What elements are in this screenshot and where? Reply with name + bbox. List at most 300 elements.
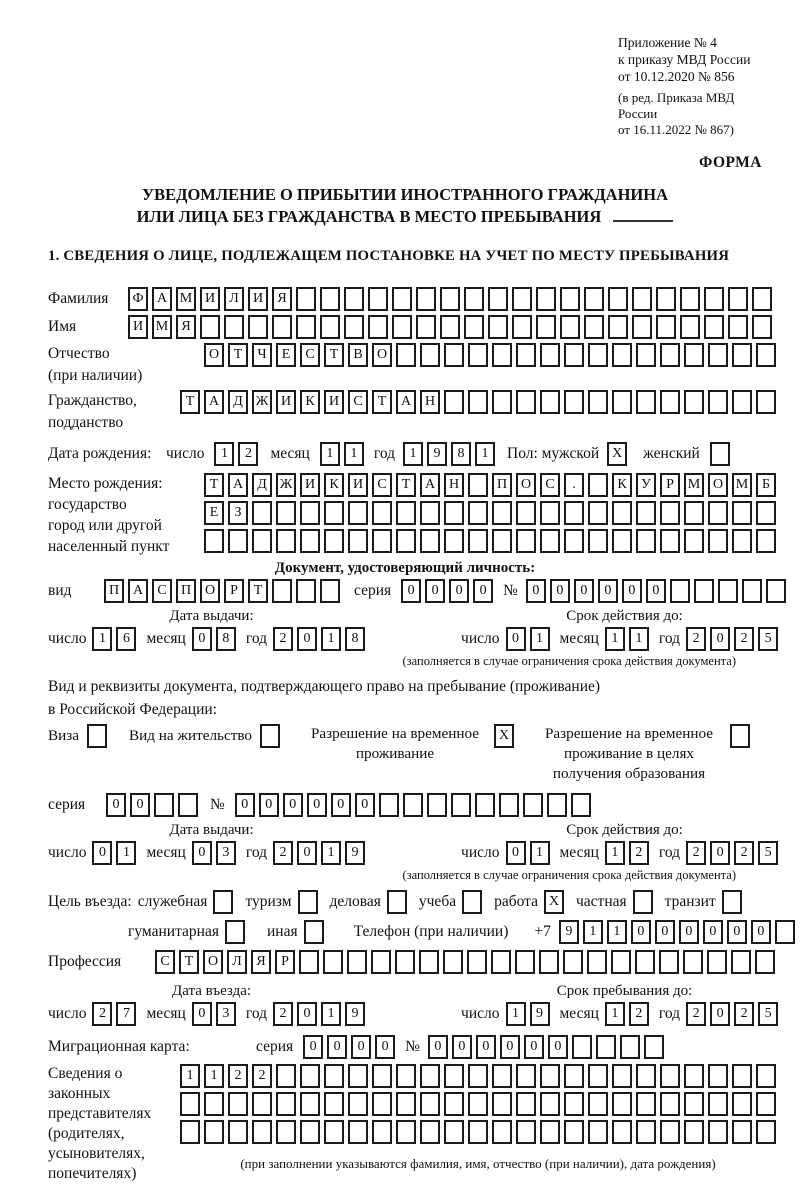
char-cell[interactable]: Ж bbox=[252, 390, 272, 414]
char-cell[interactable] bbox=[324, 1064, 344, 1088]
char-cell[interactable] bbox=[252, 1120, 272, 1144]
char-cell[interactable] bbox=[444, 390, 464, 414]
char-cell[interactable]: 0 bbox=[710, 841, 730, 865]
char-cell[interactable] bbox=[492, 1092, 512, 1116]
char-cell[interactable] bbox=[443, 950, 463, 974]
char-cell[interactable]: 0 bbox=[283, 793, 303, 817]
char-cell[interactable]: Я bbox=[251, 950, 271, 974]
char-cell[interactable]: И bbox=[276, 390, 296, 414]
char-cell[interactable] bbox=[320, 315, 340, 339]
char-cell[interactable] bbox=[732, 1092, 752, 1116]
char-cell[interactable]: 1 bbox=[204, 1064, 224, 1088]
char-cell[interactable] bbox=[324, 501, 344, 525]
char-cell[interactable]: С bbox=[300, 343, 320, 367]
char-cell[interactable]: Р bbox=[275, 950, 295, 974]
char-cell[interactable] bbox=[371, 950, 391, 974]
char-cell[interactable] bbox=[588, 473, 608, 497]
char-cell[interactable] bbox=[564, 529, 584, 553]
char-cell[interactable] bbox=[451, 793, 471, 817]
char-cell[interactable]: 2 bbox=[686, 841, 706, 865]
char-cell[interactable]: Р bbox=[224, 579, 244, 603]
char-cell[interactable] bbox=[300, 1120, 320, 1144]
char-cell[interactable] bbox=[540, 343, 560, 367]
char-cell[interactable]: 0 bbox=[655, 920, 675, 944]
char-cell[interactable]: З bbox=[228, 501, 248, 525]
char-cell[interactable]: 0 bbox=[355, 793, 375, 817]
char-cell[interactable] bbox=[492, 1064, 512, 1088]
char-cell[interactable] bbox=[225, 920, 245, 944]
char-cell[interactable]: 0 bbox=[548, 1035, 568, 1059]
char-cell[interactable]: 1 bbox=[321, 841, 341, 865]
char-cell[interactable] bbox=[584, 315, 604, 339]
char-cell[interactable]: Т bbox=[372, 390, 392, 414]
char-cell[interactable] bbox=[420, 1092, 440, 1116]
char-cell[interactable] bbox=[523, 793, 543, 817]
char-cell[interactable] bbox=[488, 287, 508, 311]
char-cell[interactable] bbox=[636, 501, 656, 525]
char-cell[interactable]: О bbox=[516, 473, 536, 497]
char-cell[interactable]: 0 bbox=[476, 1035, 496, 1059]
char-cell[interactable] bbox=[304, 920, 324, 944]
char-cell[interactable] bbox=[420, 343, 440, 367]
char-cell[interactable] bbox=[636, 390, 656, 414]
char-cell[interactable] bbox=[444, 501, 464, 525]
char-cell[interactable] bbox=[298, 890, 318, 914]
char-cell[interactable] bbox=[396, 1092, 416, 1116]
char-cell[interactable] bbox=[684, 529, 704, 553]
char-cell[interactable] bbox=[396, 1120, 416, 1144]
char-cell[interactable]: 0 bbox=[449, 579, 469, 603]
char-cell[interactable] bbox=[540, 501, 560, 525]
char-cell[interactable] bbox=[612, 529, 632, 553]
char-cell[interactable] bbox=[228, 529, 248, 553]
char-cell[interactable] bbox=[731, 950, 751, 974]
char-cell[interactable]: 5 bbox=[758, 627, 778, 651]
char-cell[interactable]: 9 bbox=[345, 841, 365, 865]
char-cell[interactable]: Ж bbox=[276, 473, 296, 497]
char-cell[interactable]: И bbox=[324, 390, 344, 414]
char-cell[interactable]: 0 bbox=[526, 579, 546, 603]
char-cell[interactable]: Б bbox=[756, 473, 776, 497]
char-cell[interactable] bbox=[512, 315, 532, 339]
char-cell[interactable]: Н bbox=[444, 473, 464, 497]
char-cell[interactable]: Е bbox=[204, 501, 224, 525]
char-cell[interactable] bbox=[612, 501, 632, 525]
char-cell[interactable] bbox=[775, 920, 795, 944]
char-cell[interactable] bbox=[296, 579, 316, 603]
char-cell[interactable]: 0 bbox=[751, 920, 771, 944]
char-cell[interactable]: 0 bbox=[351, 1035, 371, 1059]
char-cell[interactable] bbox=[467, 950, 487, 974]
char-cell[interactable]: П bbox=[176, 579, 196, 603]
char-cell[interactable]: 1 bbox=[116, 841, 136, 865]
char-cell[interactable]: 0 bbox=[307, 793, 327, 817]
char-cell[interactable]: 0 bbox=[622, 579, 642, 603]
char-cell[interactable]: К bbox=[324, 473, 344, 497]
char-cell[interactable] bbox=[276, 1064, 296, 1088]
char-cell[interactable]: Т bbox=[396, 473, 416, 497]
char-cell[interactable]: Л bbox=[227, 950, 247, 974]
char-cell[interactable] bbox=[444, 529, 464, 553]
char-cell[interactable]: 0 bbox=[331, 793, 351, 817]
char-cell[interactable]: 8 bbox=[451, 442, 471, 466]
char-cell[interactable] bbox=[468, 1092, 488, 1116]
char-cell[interactable] bbox=[276, 1120, 296, 1144]
char-cell[interactable]: 2 bbox=[686, 1002, 706, 1026]
char-cell[interactable]: И bbox=[348, 473, 368, 497]
char-cell[interactable] bbox=[444, 1092, 464, 1116]
char-cell[interactable] bbox=[324, 1092, 344, 1116]
char-cell[interactable] bbox=[587, 950, 607, 974]
char-cell[interactable] bbox=[612, 343, 632, 367]
char-cell[interactable] bbox=[224, 315, 244, 339]
char-cell[interactable] bbox=[612, 1120, 632, 1144]
char-cell[interactable]: 0 bbox=[574, 579, 594, 603]
char-cell[interactable]: С bbox=[152, 579, 172, 603]
char-cell[interactable]: 1 bbox=[607, 920, 627, 944]
char-cell[interactable] bbox=[564, 1092, 584, 1116]
char-cell[interactable] bbox=[420, 1064, 440, 1088]
char-cell[interactable]: 0 bbox=[297, 1002, 317, 1026]
char-cell[interactable] bbox=[154, 793, 174, 817]
char-cell[interactable]: А bbox=[228, 473, 248, 497]
char-cell[interactable] bbox=[756, 1064, 776, 1088]
char-cell[interactable]: А bbox=[396, 390, 416, 414]
char-cell[interactable]: 9 bbox=[530, 1002, 550, 1026]
char-cell[interactable] bbox=[708, 1120, 728, 1144]
char-cell[interactable] bbox=[680, 315, 700, 339]
char-cell[interactable]: 1 bbox=[583, 920, 603, 944]
char-cell[interactable]: 0 bbox=[506, 627, 526, 651]
char-cell[interactable] bbox=[684, 1064, 704, 1088]
char-cell[interactable] bbox=[684, 1092, 704, 1116]
char-cell[interactable] bbox=[644, 1035, 664, 1059]
char-cell[interactable] bbox=[444, 1064, 464, 1088]
char-cell[interactable] bbox=[344, 287, 364, 311]
char-cell[interactable]: Е bbox=[276, 343, 296, 367]
char-cell[interactable] bbox=[564, 390, 584, 414]
char-cell[interactable]: 1 bbox=[605, 841, 625, 865]
char-cell[interactable] bbox=[228, 1092, 248, 1116]
char-cell[interactable] bbox=[440, 287, 460, 311]
char-cell[interactable] bbox=[755, 950, 775, 974]
char-cell[interactable]: 1 bbox=[475, 442, 495, 466]
char-cell[interactable]: 0 bbox=[92, 841, 112, 865]
char-cell[interactable]: Н bbox=[420, 390, 440, 414]
char-cell[interactable]: 2 bbox=[734, 841, 754, 865]
char-cell[interactable]: 1 bbox=[321, 1002, 341, 1026]
char-cell[interactable] bbox=[272, 579, 292, 603]
char-cell[interactable] bbox=[588, 343, 608, 367]
char-cell[interactable] bbox=[492, 390, 512, 414]
char-cell[interactable]: 1 bbox=[403, 442, 423, 466]
char-cell[interactable]: X bbox=[607, 442, 627, 466]
char-cell[interactable] bbox=[300, 529, 320, 553]
char-cell[interactable]: 0 bbox=[425, 579, 445, 603]
char-cell[interactable]: С bbox=[155, 950, 175, 974]
char-cell[interactable] bbox=[252, 501, 272, 525]
char-cell[interactable]: 0 bbox=[303, 1035, 323, 1059]
char-cell[interactable]: Т bbox=[324, 343, 344, 367]
char-cell[interactable] bbox=[468, 390, 488, 414]
char-cell[interactable]: О bbox=[372, 343, 392, 367]
char-cell[interactable]: И bbox=[128, 315, 148, 339]
char-cell[interactable] bbox=[420, 501, 440, 525]
char-cell[interactable] bbox=[516, 501, 536, 525]
char-cell[interactable] bbox=[87, 724, 107, 748]
char-cell[interactable] bbox=[694, 579, 714, 603]
char-cell[interactable]: И bbox=[200, 287, 220, 311]
char-cell[interactable] bbox=[323, 950, 343, 974]
char-cell[interactable]: Т bbox=[180, 390, 200, 414]
char-cell[interactable] bbox=[300, 1092, 320, 1116]
char-cell[interactable]: С bbox=[540, 473, 560, 497]
char-cell[interactable] bbox=[299, 950, 319, 974]
char-cell[interactable] bbox=[708, 529, 728, 553]
char-cell[interactable] bbox=[464, 315, 484, 339]
char-cell[interactable] bbox=[670, 579, 690, 603]
char-cell[interactable]: А bbox=[420, 473, 440, 497]
char-cell[interactable] bbox=[756, 343, 776, 367]
char-cell[interactable] bbox=[368, 315, 388, 339]
char-cell[interactable] bbox=[536, 315, 556, 339]
char-cell[interactable] bbox=[660, 1120, 680, 1144]
char-cell[interactable] bbox=[656, 315, 676, 339]
char-cell[interactable] bbox=[756, 529, 776, 553]
char-cell[interactable] bbox=[462, 890, 482, 914]
char-cell[interactable]: 0 bbox=[192, 627, 212, 651]
char-cell[interactable]: Я bbox=[176, 315, 196, 339]
char-cell[interactable] bbox=[540, 1064, 560, 1088]
char-cell[interactable] bbox=[660, 501, 680, 525]
char-cell[interactable]: 1 bbox=[92, 627, 112, 651]
char-cell[interactable] bbox=[324, 1120, 344, 1144]
char-cell[interactable]: 2 bbox=[629, 841, 649, 865]
char-cell[interactable] bbox=[684, 501, 704, 525]
char-cell[interactable] bbox=[372, 501, 392, 525]
char-cell[interactable]: 2 bbox=[273, 627, 293, 651]
char-cell[interactable]: 0 bbox=[192, 1002, 212, 1026]
char-cell[interactable] bbox=[540, 390, 560, 414]
char-cell[interactable] bbox=[684, 390, 704, 414]
char-cell[interactable] bbox=[756, 1120, 776, 1144]
char-cell[interactable] bbox=[444, 1120, 464, 1144]
char-cell[interactable]: Ч bbox=[252, 343, 272, 367]
char-cell[interactable] bbox=[608, 287, 628, 311]
char-cell[interactable] bbox=[372, 1120, 392, 1144]
char-cell[interactable] bbox=[620, 1035, 640, 1059]
char-cell[interactable] bbox=[372, 1064, 392, 1088]
char-cell[interactable] bbox=[708, 343, 728, 367]
char-cell[interactable] bbox=[347, 950, 367, 974]
char-cell[interactable] bbox=[516, 390, 536, 414]
char-cell[interactable] bbox=[296, 287, 316, 311]
char-cell[interactable] bbox=[683, 950, 703, 974]
char-cell[interactable] bbox=[588, 1120, 608, 1144]
char-cell[interactable] bbox=[492, 529, 512, 553]
char-cell[interactable]: 1 bbox=[180, 1064, 200, 1088]
char-cell[interactable] bbox=[204, 1092, 224, 1116]
char-cell[interactable] bbox=[300, 1064, 320, 1088]
char-cell[interactable]: 0 bbox=[646, 579, 666, 603]
char-cell[interactable]: В bbox=[348, 343, 368, 367]
char-cell[interactable] bbox=[596, 1035, 616, 1059]
char-cell[interactable]: 0 bbox=[428, 1035, 448, 1059]
char-cell[interactable]: 0 bbox=[192, 841, 212, 865]
char-cell[interactable] bbox=[492, 1120, 512, 1144]
char-cell[interactable] bbox=[612, 1092, 632, 1116]
char-cell[interactable] bbox=[536, 287, 556, 311]
char-cell[interactable] bbox=[296, 315, 316, 339]
char-cell[interactable]: 0 bbox=[297, 627, 317, 651]
char-cell[interactable]: 0 bbox=[473, 579, 493, 603]
char-cell[interactable] bbox=[732, 529, 752, 553]
char-cell[interactable]: 1 bbox=[321, 627, 341, 651]
char-cell[interactable]: М bbox=[732, 473, 752, 497]
char-cell[interactable] bbox=[540, 1092, 560, 1116]
char-cell[interactable]: 2 bbox=[629, 1002, 649, 1026]
char-cell[interactable] bbox=[440, 315, 460, 339]
char-cell[interactable]: М bbox=[684, 473, 704, 497]
char-cell[interactable] bbox=[684, 1120, 704, 1144]
char-cell[interactable] bbox=[588, 529, 608, 553]
char-cell[interactable] bbox=[392, 287, 412, 311]
char-cell[interactable] bbox=[707, 950, 727, 974]
char-cell[interactable] bbox=[379, 793, 399, 817]
char-cell[interactable] bbox=[512, 287, 532, 311]
char-cell[interactable] bbox=[516, 1092, 536, 1116]
char-cell[interactable]: Я bbox=[272, 287, 292, 311]
char-cell[interactable] bbox=[708, 1092, 728, 1116]
char-cell[interactable] bbox=[248, 315, 268, 339]
char-cell[interactable] bbox=[348, 501, 368, 525]
char-cell[interactable] bbox=[636, 1092, 656, 1116]
char-cell[interactable] bbox=[704, 315, 724, 339]
char-cell[interactable]: 0 bbox=[679, 920, 699, 944]
char-cell[interactable] bbox=[680, 287, 700, 311]
char-cell[interactable]: О bbox=[204, 343, 224, 367]
char-cell[interactable] bbox=[704, 287, 724, 311]
char-cell[interactable] bbox=[396, 343, 416, 367]
char-cell[interactable] bbox=[588, 501, 608, 525]
char-cell[interactable]: Л bbox=[224, 287, 244, 311]
char-cell[interactable]: 3 bbox=[216, 1002, 236, 1026]
char-cell[interactable]: 0 bbox=[106, 793, 126, 817]
char-cell[interactable] bbox=[560, 315, 580, 339]
char-cell[interactable] bbox=[178, 793, 198, 817]
char-cell[interactable]: 0 bbox=[524, 1035, 544, 1059]
char-cell[interactable] bbox=[659, 950, 679, 974]
char-cell[interactable]: 5 bbox=[758, 1002, 778, 1026]
char-cell[interactable]: 9 bbox=[345, 1002, 365, 1026]
char-cell[interactable] bbox=[752, 315, 772, 339]
char-cell[interactable]: 9 bbox=[427, 442, 447, 466]
char-cell[interactable]: Т bbox=[179, 950, 199, 974]
char-cell[interactable] bbox=[468, 501, 488, 525]
char-cell[interactable]: М bbox=[152, 315, 172, 339]
char-cell[interactable]: С bbox=[372, 473, 392, 497]
char-cell[interactable]: 2 bbox=[252, 1064, 272, 1088]
char-cell[interactable] bbox=[499, 793, 519, 817]
char-cell[interactable] bbox=[742, 579, 762, 603]
char-cell[interactable] bbox=[344, 315, 364, 339]
char-cell[interactable] bbox=[348, 529, 368, 553]
char-cell[interactable] bbox=[732, 1064, 752, 1088]
char-cell[interactable] bbox=[392, 315, 412, 339]
char-cell[interactable]: С bbox=[348, 390, 368, 414]
char-cell[interactable] bbox=[475, 793, 495, 817]
char-cell[interactable]: Д bbox=[252, 473, 272, 497]
char-cell[interactable] bbox=[416, 287, 436, 311]
char-cell[interactable] bbox=[732, 1120, 752, 1144]
char-cell[interactable] bbox=[320, 579, 340, 603]
char-cell[interactable]: М bbox=[176, 287, 196, 311]
char-cell[interactable] bbox=[540, 1120, 560, 1144]
char-cell[interactable] bbox=[539, 950, 559, 974]
char-cell[interactable]: 1 bbox=[506, 1002, 526, 1026]
char-cell[interactable] bbox=[427, 793, 447, 817]
char-cell[interactable] bbox=[766, 579, 786, 603]
char-cell[interactable] bbox=[368, 287, 388, 311]
char-cell[interactable]: 2 bbox=[228, 1064, 248, 1088]
char-cell[interactable] bbox=[732, 343, 752, 367]
char-cell[interactable] bbox=[252, 1092, 272, 1116]
char-cell[interactable]: 0 bbox=[703, 920, 723, 944]
char-cell[interactable] bbox=[444, 343, 464, 367]
char-cell[interactable] bbox=[718, 579, 738, 603]
char-cell[interactable] bbox=[419, 950, 439, 974]
char-cell[interactable]: 0 bbox=[327, 1035, 347, 1059]
char-cell[interactable] bbox=[516, 529, 536, 553]
char-cell[interactable] bbox=[660, 529, 680, 553]
char-cell[interactable]: О bbox=[708, 473, 728, 497]
char-cell[interactable] bbox=[416, 315, 436, 339]
char-cell[interactable]: О bbox=[200, 579, 220, 603]
char-cell[interactable] bbox=[632, 287, 652, 311]
char-cell[interactable] bbox=[732, 390, 752, 414]
char-cell[interactable] bbox=[636, 1120, 656, 1144]
char-cell[interactable]: 8 bbox=[345, 627, 365, 651]
char-cell[interactable] bbox=[403, 793, 423, 817]
char-cell[interactable]: 2 bbox=[92, 1002, 112, 1026]
char-cell[interactable] bbox=[636, 529, 656, 553]
char-cell[interactable] bbox=[516, 1064, 536, 1088]
char-cell[interactable]: 0 bbox=[727, 920, 747, 944]
char-cell[interactable] bbox=[708, 390, 728, 414]
char-cell[interactable] bbox=[684, 343, 704, 367]
char-cell[interactable] bbox=[656, 287, 676, 311]
char-cell[interactable]: 1 bbox=[605, 627, 625, 651]
char-cell[interactable] bbox=[540, 529, 560, 553]
char-cell[interactable]: 1 bbox=[214, 442, 234, 466]
char-cell[interactable] bbox=[728, 287, 748, 311]
char-cell[interactable]: Д bbox=[228, 390, 248, 414]
char-cell[interactable] bbox=[547, 793, 567, 817]
char-cell[interactable]: И bbox=[248, 287, 268, 311]
char-cell[interactable] bbox=[348, 1092, 368, 1116]
char-cell[interactable]: X bbox=[544, 890, 564, 914]
char-cell[interactable]: 2 bbox=[734, 1002, 754, 1026]
char-cell[interactable] bbox=[468, 529, 488, 553]
char-cell[interactable]: 1 bbox=[605, 1002, 625, 1026]
char-cell[interactable] bbox=[633, 890, 653, 914]
char-cell[interactable] bbox=[588, 390, 608, 414]
char-cell[interactable]: 2 bbox=[273, 841, 293, 865]
char-cell[interactable] bbox=[708, 501, 728, 525]
char-cell[interactable]: Ф bbox=[128, 287, 148, 311]
char-cell[interactable]: У bbox=[636, 473, 656, 497]
char-cell[interactable] bbox=[516, 343, 536, 367]
